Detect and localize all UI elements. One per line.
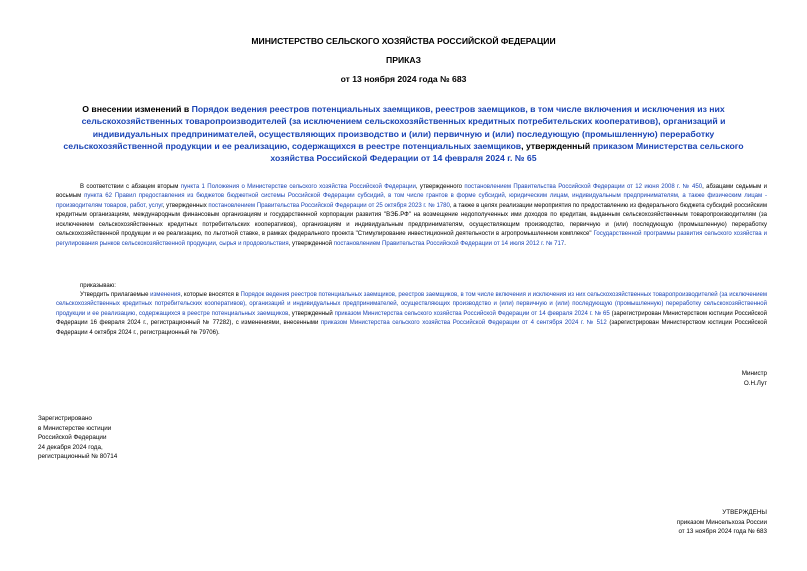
document-title	[58, 103, 749, 164]
signature-block	[742, 369, 767, 388]
registration-line: в Министерстве юстиции	[38, 424, 112, 432]
procedure-link[interactable]: Порядок ведения реестров потенциальных заемщиков, реестров заемщиков, в том числе включения и исключения из них сельскохозяйственных товаропроизводителей (за исключением сельскохозяйственных кредитных потребительских кооперативов), организаций и индивидуальных предпринимателей, осуществляющих производство и (или) первичную и (или) последующую (промышленную) переработку сельскохозяйственной продукции и ее реализацию, содержащихся в реестре потенциальных заемщиков	[56, 292, 767, 317]
signer-name: О.Н.Лут	[743, 379, 767, 387]
preamble-text: .	[564, 240, 566, 247]
ministry-regulation-link[interactable]: пункта 1 Положения о Министерстве сельского хозяйства Российской Федерации	[180, 184, 416, 190]
preamble-paragraph	[56, 183, 767, 249]
order-65-link[interactable]: приказом Министерства сельского хозяйства Российской Федерации от 14 февраля 2024 г. № 65	[334, 310, 610, 317]
clause-text: Утвердить прилагаемые	[80, 292, 151, 298]
order-512-link[interactable]: приказом Министерства сельского хозяйства Российской Федерации от 4 сентября 2024 г. № 512	[320, 320, 607, 327]
approval-line: приказом Минсельхоза России	[676, 518, 767, 526]
document-type: ПРИКАЗ	[386, 55, 421, 65]
title-middle: , утвержденный	[521, 140, 593, 151]
title-procedure-link[interactable]: Порядок ведения реестров потенциальных заемщиков, реестров заемщиков, в том числе включения и исключения из них сельскохозяйственных товаропроизводителей (за исключением сельскохозяйственных кредитных потребительских кооперативов), организаций и индивидуальных предпринимателей, осуществляющих производство и (или) первичную и (или) последующую (промышленную) переработку сельскохозяйственной продукции и ее реализацию, содержащихся в реестре потенциальных заемщиков	[63, 104, 726, 151]
registration-line: 24 декабря 2024 года,	[38, 443, 103, 451]
order-label: приказываю:	[80, 283, 116, 289]
resolution-717-link[interactable]: постановлением Правительства Российской Федерации от 14 июля 2012 г. № 717	[333, 240, 565, 247]
resolution-450-link[interactable]: постановлением Правительства Российской Федерации от 12 июня 2008 г. № 450	[464, 184, 703, 190]
clause-text: (зарегистрирован Министерством юстиции Российской Федерации 4 октября 2024 г., регистрационный № 79706).	[56, 320, 767, 336]
preamble-text: , а также в целях реализации мероприятия по предоставлению из федерального бюджета субсидий российским кредитным организациям, международным финансовым организациям и государственной корпорации развития "ВЭБ.РФ" на возмещение недополученных ими доходов по кредитам, выданным сельскохозяйственным товаропроизводителям (за исключением сельскохозяйственных кредитных потребительских кооперативов), организациям и индивидуальным предпринимателям, осуществляющим производство, первичную и (или) последующую (промышленную) переработку сельскохозяйственной продукции и ее реализацию, по льготной ставке, в рамках федерального проекта "Стимулирование инвестиционной деятельности в агропромышленном комплексе"	[56, 202, 767, 238]
preamble-text: , утвержденной	[288, 240, 334, 247]
signer-position: Министр	[741, 370, 767, 377]
registration-line: Российской Федерации	[38, 434, 107, 441]
clause-text: , утвержденный	[288, 310, 335, 317]
approval-line: УТВЕРЖДЕНЫ	[722, 509, 767, 516]
preamble-text: , утвержденных	[162, 202, 209, 209]
resolution-1780-link[interactable]: постановлением Правительства Российской Федерации от 25 октября 2023 г. № 1780	[208, 202, 450, 209]
state-program-link[interactable]: Государственной программы развития сельского хозяйства и регулирования рынков сельскохозяйственной продукции, сырья и продовольствия	[56, 231, 767, 247]
approval-line: от 13 ноября 2024 года № 683	[678, 528, 767, 535]
preamble-text: , абзацами седьмым и восьмым	[56, 184, 768, 200]
registration-line: Зарегистрировано	[38, 415, 92, 422]
title-order-link[interactable]: приказом Министерства сельского хозяйства Российской Федерации от 14 февраля 2024 г. № 65	[270, 140, 744, 164]
preamble-text: В соответствии с абзацем вторым	[80, 184, 181, 190]
clause-text: , которые вносятся в	[180, 292, 241, 298]
clause-text: (зарегистрирован Министерством юстиции Российской Федерации 16 февраля 2024 г., регистрационный № 77282), с изменениями, внесенными	[56, 310, 767, 327]
subsidy-rules-link[interactable]: пункта 62 Правил предоставления из бюджетов бюджетной системы Российской Федерации субсидий, в том числе грантов в форме субсидий, юридическим лицам, индивидуальным предпринимателям, а также физическим лицам - производителям товаров, работ, услуг	[56, 193, 767, 209]
amendments-link[interactable]: изменения	[150, 292, 181, 298]
registration-block	[38, 414, 117, 462]
clause-paragraph	[56, 291, 767, 338]
title-prefix: О внесении изменений в	[82, 104, 192, 114]
preamble-text: , утвержденного	[415, 184, 465, 190]
ministry-heading: МИНИСТЕРСТВО СЕЛЬСКОГО ХОЗЯЙСТВА РОССИЙСКОЙ ФЕДЕРАЦИИ	[251, 36, 556, 46]
order-date-number: от 13 ноября 2024 года № 683	[340, 74, 467, 84]
registration-line: регистрационный № 80714	[38, 453, 118, 460]
approval-block	[677, 508, 767, 537]
